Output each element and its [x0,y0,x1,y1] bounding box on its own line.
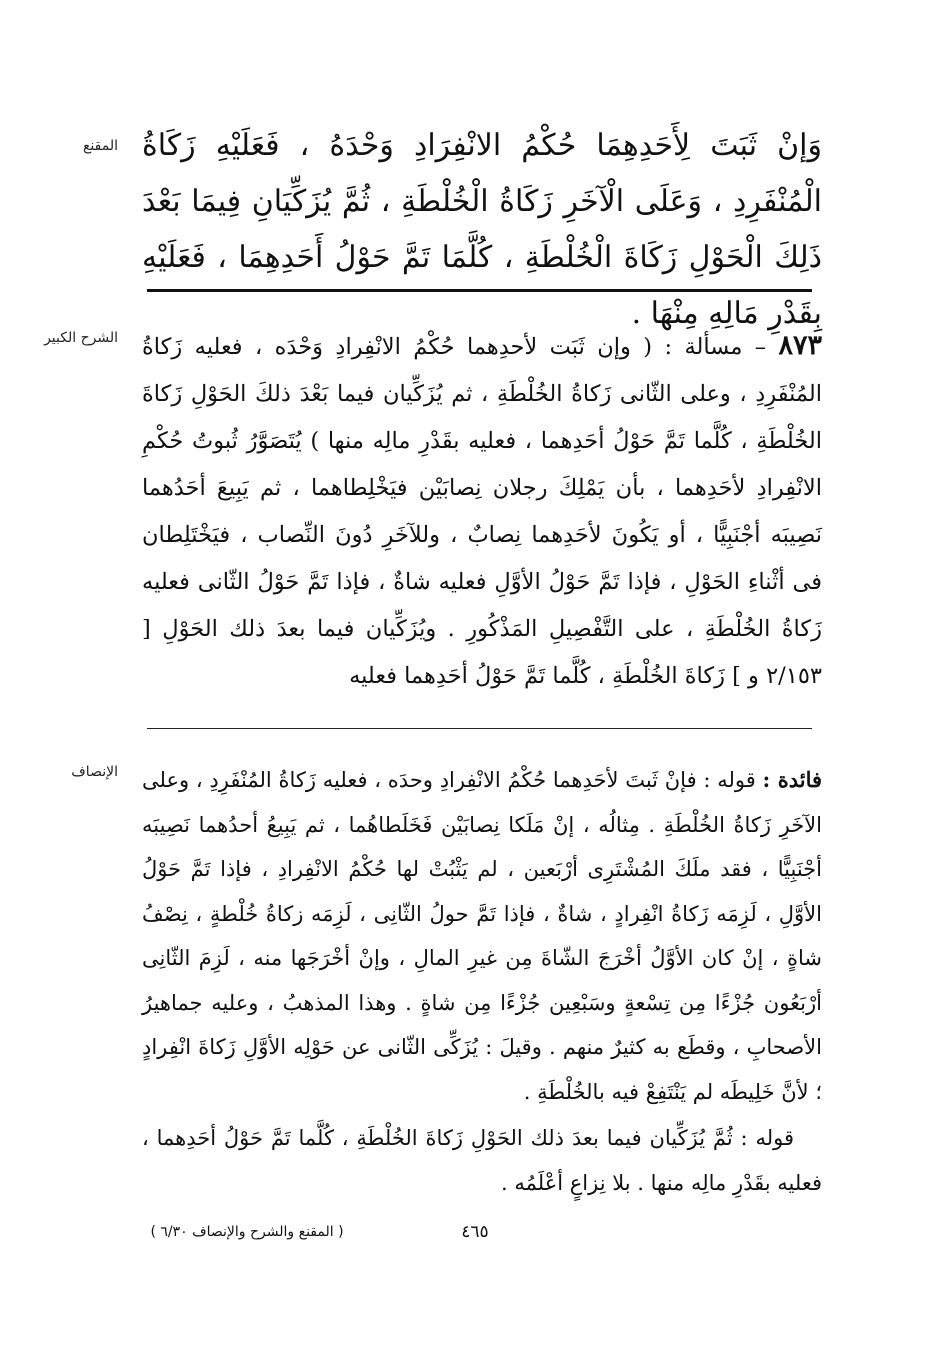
insaf-text-block [142,758,822,1205]
insaf-paragraph-1 [142,758,822,1114]
footer-reference: ( المقنع والشرح والإنصاف ٦/٣٠ ) [150,1224,344,1240]
sharh-text: – مسألة : ( وإن ثَبَت لأحدِهما حُكْمُ الانْفِرادِ وَحْدَه ، فعليه زَكاةُ المُنْفَرِدِ ، وعلى الثّانى زَكاةُ الخُلْطَةِ ، ثم يُزَكِّيان فيما بَعْدَ ذلكَ الحَوْلِ زَكاةَ الخُلْطَةِ ، كُلَّما تَمَّ حَوْلُ أحَدِهما ، فعليه بقَدْرِ مالِه منها ) يُتَصَوَّرُ ثُبوتُ حُكْمِ الانْفِرادِ لأحَدِهما ، بأن يَمْلِكَ رجلان نِصابَيْن فيَخْلِطاهما ، ثم يَبِيعَ أحَدُهما نَصِيبَه أجْنَبِيًّا ، أو يَكُونَ لأحَدِهما نِصابٌ ، وللآخَرِ دُونَ النِّصاب ، فيَخْتَلِطان فى أثْناءِ الحَوْلِ ، فإذا تَمَّ حَوْلُ الأوَّلِ فعليه شاةٌ ، فإذا تَمَّ حَوْلُ الثّانى فعليه زَكاةُ الخُلْطَةِ ، على التَّفْصِيلِ المَذْكُورِ . ويُزَكِّيان فيما بعدَ ذلك الحَوْلِ [ ٢/١٥٣ و ] زَكاةَ الخُلْطَةِ ، كُلَّما تَمَّ حَوْلُ أحَدِهما فعليه [142,334,822,689]
mas-ala-number: ٨٧٣ [778,330,822,361]
section-divider-thick [147,289,812,292]
fa-ida-title: فائدة : [762,767,823,792]
insaf-text-1: قوله : فإنْ ثَبتَ لأحَدِهما حُكْمُ الانْفِرادِ وحدَه ، فعليه زَكاةُ المُنْفَرِدِ ، وعلى الآخَرِ زَكاةُ الخُلْطَةِ . مِثالُه ، إنْ مَلَكا نِصابَيْن فَخَلَطاهُما ، ثم يَبِيعُ أحدُهما نَصِيبَه أجْنَبِيًّا ، فقد ملَكَ المُشْتَرِى أرْبَعين ، لم يَثْبُتْ لها حُكْمُ الانْفِرادِ ، فإذا تَمَّ حَوْلُ الأوَّلِ ، لَزِمَه زَكاةُ انْفِرادٍ ، شاةٌ ، فإذا تَمَّ حولُ الثّانِى ، لَزِمَه زكاةُ خُلْطةٍ ، نِصْفُ شاةٍ ، إنْ كان الأوَّلُ أخْرَجَ الشّاةَ مِن غيرِ المالِ ، وإنْ أخْرَجَها منه ، لَزِمَ الثّانِى أرْبَعُون جُزْءًا مِن تِسْعةٍ وسَبْعِين جُزْءًا مِن شاةٍ . وهذا المذهبُ ، وعليه جماهيرُ الأصحابِ ، وقطَع به كثيرٌ منهم . وقيلَ : يُزَكِّى الثّانى عن حَوْلِه الأوَّلِ زَكاةَ انْفِرادٍ ؛ لأنَّ خَلِيطَه لم يَنْتَفِعْ فيه بالخُلْطَةِ . [142,768,822,1104]
insaf-paragraph-2: قوله : ثُمَّ يُزَكِّيان فيما بعدَ ذلك الحَوْلِ زَكاةَ الخُلْطَةِ ، كُلَّما تَمَّ حَوْلُ أحَدِهما ، فعليه بقَدْرِ مالِه منها . بلا نِزاعٍ أعْلَمُه . [142,1126,822,1195]
muqni-text: وَإنْ ثَبَتَ لِأَحَدِهِمَا حُكْمُ الانْفِرَادِ وَحْدَهُ ، فَعَلَيْهِ زَكَاةُ الْمُنْفَرِدِ ، وَعَلَى الْآخَرِ زَكَاةُ الْخُلْطَةِ ، ثُمَّ يُزَكِّيَانِ فِيمَا بَعْدَ ذَلِكَ الْحَوْلِ زَكَاةَ الْخُلْطَةِ ، كُلَّمَا تَمَّ حَوْلُ أَحَدِهِمَا ، فَعَلَيْهِ بِقَدْرِ مَالِهِ مِنْهَا . [142,128,822,331]
section-label-sharh: الشرح الكبير [44,330,118,346]
page-number: ٤٦٥ [461,1222,489,1242]
sharh-paragraph [142,322,822,700]
section-label-insaf: الإنصاف [71,764,118,780]
sharh-text-block [142,322,822,700]
section-divider-thin [147,728,812,729]
muqni-text-block [142,118,822,342]
section-label-muqni: المقنع [82,138,118,154]
